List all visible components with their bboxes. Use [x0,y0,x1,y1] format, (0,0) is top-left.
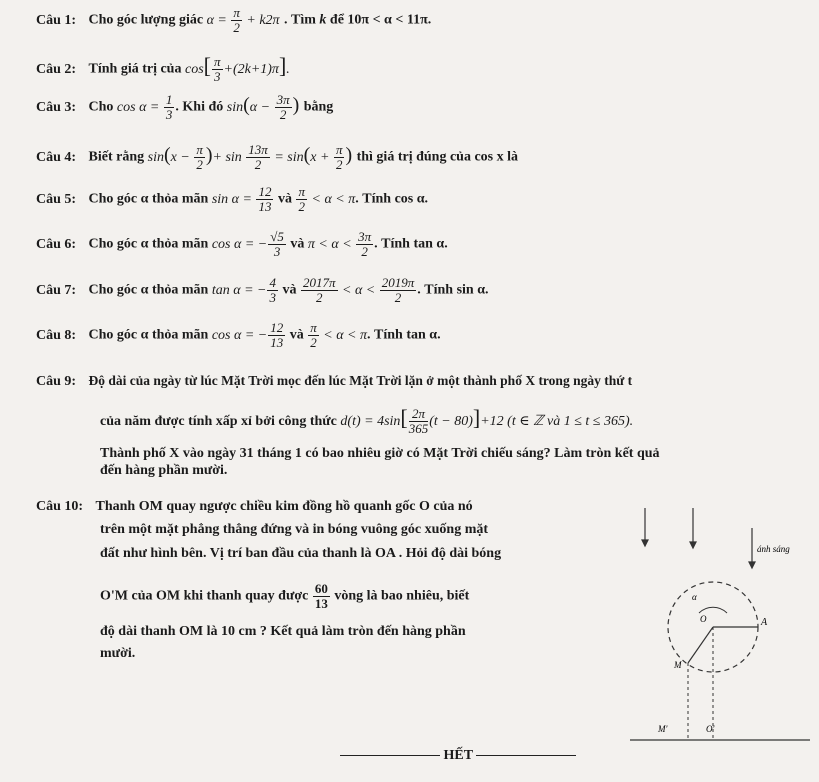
q5-pre: Cho góc α thỏa mãn [88,191,212,207]
q10-line3: đất như hình bên. Vị trí ban đầu của thanh là OA . Hỏi độ dài bóng [100,546,502,561]
question-5 [36,185,428,214]
q10-line4 [100,582,469,611]
q4-post: thì giá trị đúng của cos x là [356,149,518,165]
question-3 [36,93,333,122]
q9-line4: đến hàng phần mười. [100,463,228,478]
angle-arc [699,607,727,613]
q4-pre: Biết rằng [88,149,148,165]
q9-line3: Thành phố X vào ngày 31 tháng 1 có bao nhiêu giờ có Mặt Trời chiếu sáng? Làm tròn kết quả [100,446,660,461]
question-10 [36,498,473,515]
q3-label: Câu 3: [36,99,77,115]
q2-expr: cos[ $\frac{\pi}{3}$ +(2k+1)π]. [184,52,290,84]
q3-pre: Cho [88,99,117,115]
q3-expr1: cos α = $\frac{1}{3}$ [116,92,173,122]
q8-label: Câu 8: [36,327,77,343]
q1-expr: α = $\frac{\pi}{2}$ + k2π [206,5,280,35]
footer-text: HẾT [443,748,473,763]
q1-label: Câu 1: [36,12,77,28]
q5-expr2: $\frac{\pi}{2}$ < α < π [298,184,356,214]
rotation-figure [630,500,810,750]
label-A: A [761,617,768,628]
q2-label: Câu 2: [36,61,77,77]
q1-post: . Tìm k để 10π < α < 11π. [284,12,432,28]
footer-dash-left [340,755,440,756]
q10-label: Câu 10: [36,499,84,514]
q9-line2-text: của năm được tính xấp xỉ bởi công thức [100,414,341,429]
q7-label: Câu 7: [36,282,77,298]
q7-post: . Tính sin α. [417,282,489,298]
q8-expr1: cos α = − $\frac{12}{13}$ [211,320,284,350]
q8-pre: Cho góc α thỏa mãn [88,327,212,343]
q5-post: . Tính cos α. [355,191,429,207]
q8-post: . Tính tan α. [367,327,441,343]
q5-label: Câu 5: [36,191,77,207]
q7-expr2: $\frac{2017\pi}{2}$ < α < $\frac{2019\pi}{2}$ [302,275,415,305]
label-O: O [700,614,707,624]
q9-formula: d(t) = 4sin[ $\frac{2\pi}{365}$ (t − 80)]+12 (t ∈ ℤ và 1 ≤ t ≤ 365). [340,405,634,437]
q6-post: . Tính tan α. [374,236,448,252]
q6-mid: và [286,236,308,252]
q10-line5: độ dài thanh OM là 10 cm ? Kết quả làm tròn đến hàng phần [100,624,466,639]
label-O-prime: O' [706,724,715,734]
q10-line1: Thanh OM quay ngược chiều kim đồng hồ quanh gốc O của nó [95,499,473,514]
light-label: ánh sáng [757,544,790,554]
q10-frac: $\frac{60}{13}$ [314,581,328,611]
q4-expr: sin(x − $\frac{\pi}{2}$ )+ sin $\frac{13\pi}{2}$ = sin(x + $\frac{\pi}{2}$ ) [147,142,353,172]
q9-line1: Độ dài của ngày từ lúc Mặt Trời mọc đến lúc Mặt Trời lặn ở một thành phố X trong ngày thứ t [88,373,633,388]
q1-text: Cho góc lượng giác [88,12,207,28]
label-M: M [674,660,682,670]
q6-expr1: cos α = − $\frac{√5}{3}$ [211,229,284,259]
q10-line4a: O'M của OM khi thanh quay được [100,588,312,604]
label-M-prime: M' [658,724,668,734]
q3-post: bằng [303,99,334,115]
q7-pre: Cho góc α thỏa mãn [88,282,212,298]
question-9 [36,372,632,390]
footer [340,748,576,764]
q5-mid: và [274,191,296,207]
question-8 [36,321,441,350]
q3-mid: . Khi đó [175,99,227,115]
q9-line2 [100,405,633,436]
q6-expr2: π < α < $\frac{3\pi}{2}$ [307,229,372,259]
footer-dash-right [476,755,576,756]
label-alpha: α [692,592,697,602]
q3-expr2: sin(α − $\frac{3\pi}{2}$ ) [226,92,300,122]
q9-label: Câu 9: [36,374,77,389]
q8-mid: và [286,327,308,343]
segment-OM [688,627,713,663]
q4-label: Câu 4: [36,149,77,165]
q8-expr2: $\frac{\pi}{2}$ < α < π [310,320,368,350]
q6-pre: Cho góc α thỏa mãn [88,236,212,252]
question-4 [36,143,518,172]
q6-label: Câu 6: [36,236,77,252]
q7-expr1: tan α = − $\frac{4}{3}$ [211,275,276,305]
question-1 [36,6,431,35]
q10-line6: mười. [100,646,136,661]
question-6 [36,230,448,259]
q5-expr1: sin α = $\frac{12}{13}$ [211,184,272,214]
q10-line2: trên một mặt phẳng thẳng đứng và in bóng vuông góc xuống mặt [100,522,489,537]
q10-line4b: vòng là bao nhiêu, biết [330,588,470,604]
light-rays [642,508,755,568]
q7-mid: và [278,282,300,298]
q2-text: Tính giá trị của [88,61,185,77]
question-7 [36,276,489,305]
question-2 [36,52,290,84]
